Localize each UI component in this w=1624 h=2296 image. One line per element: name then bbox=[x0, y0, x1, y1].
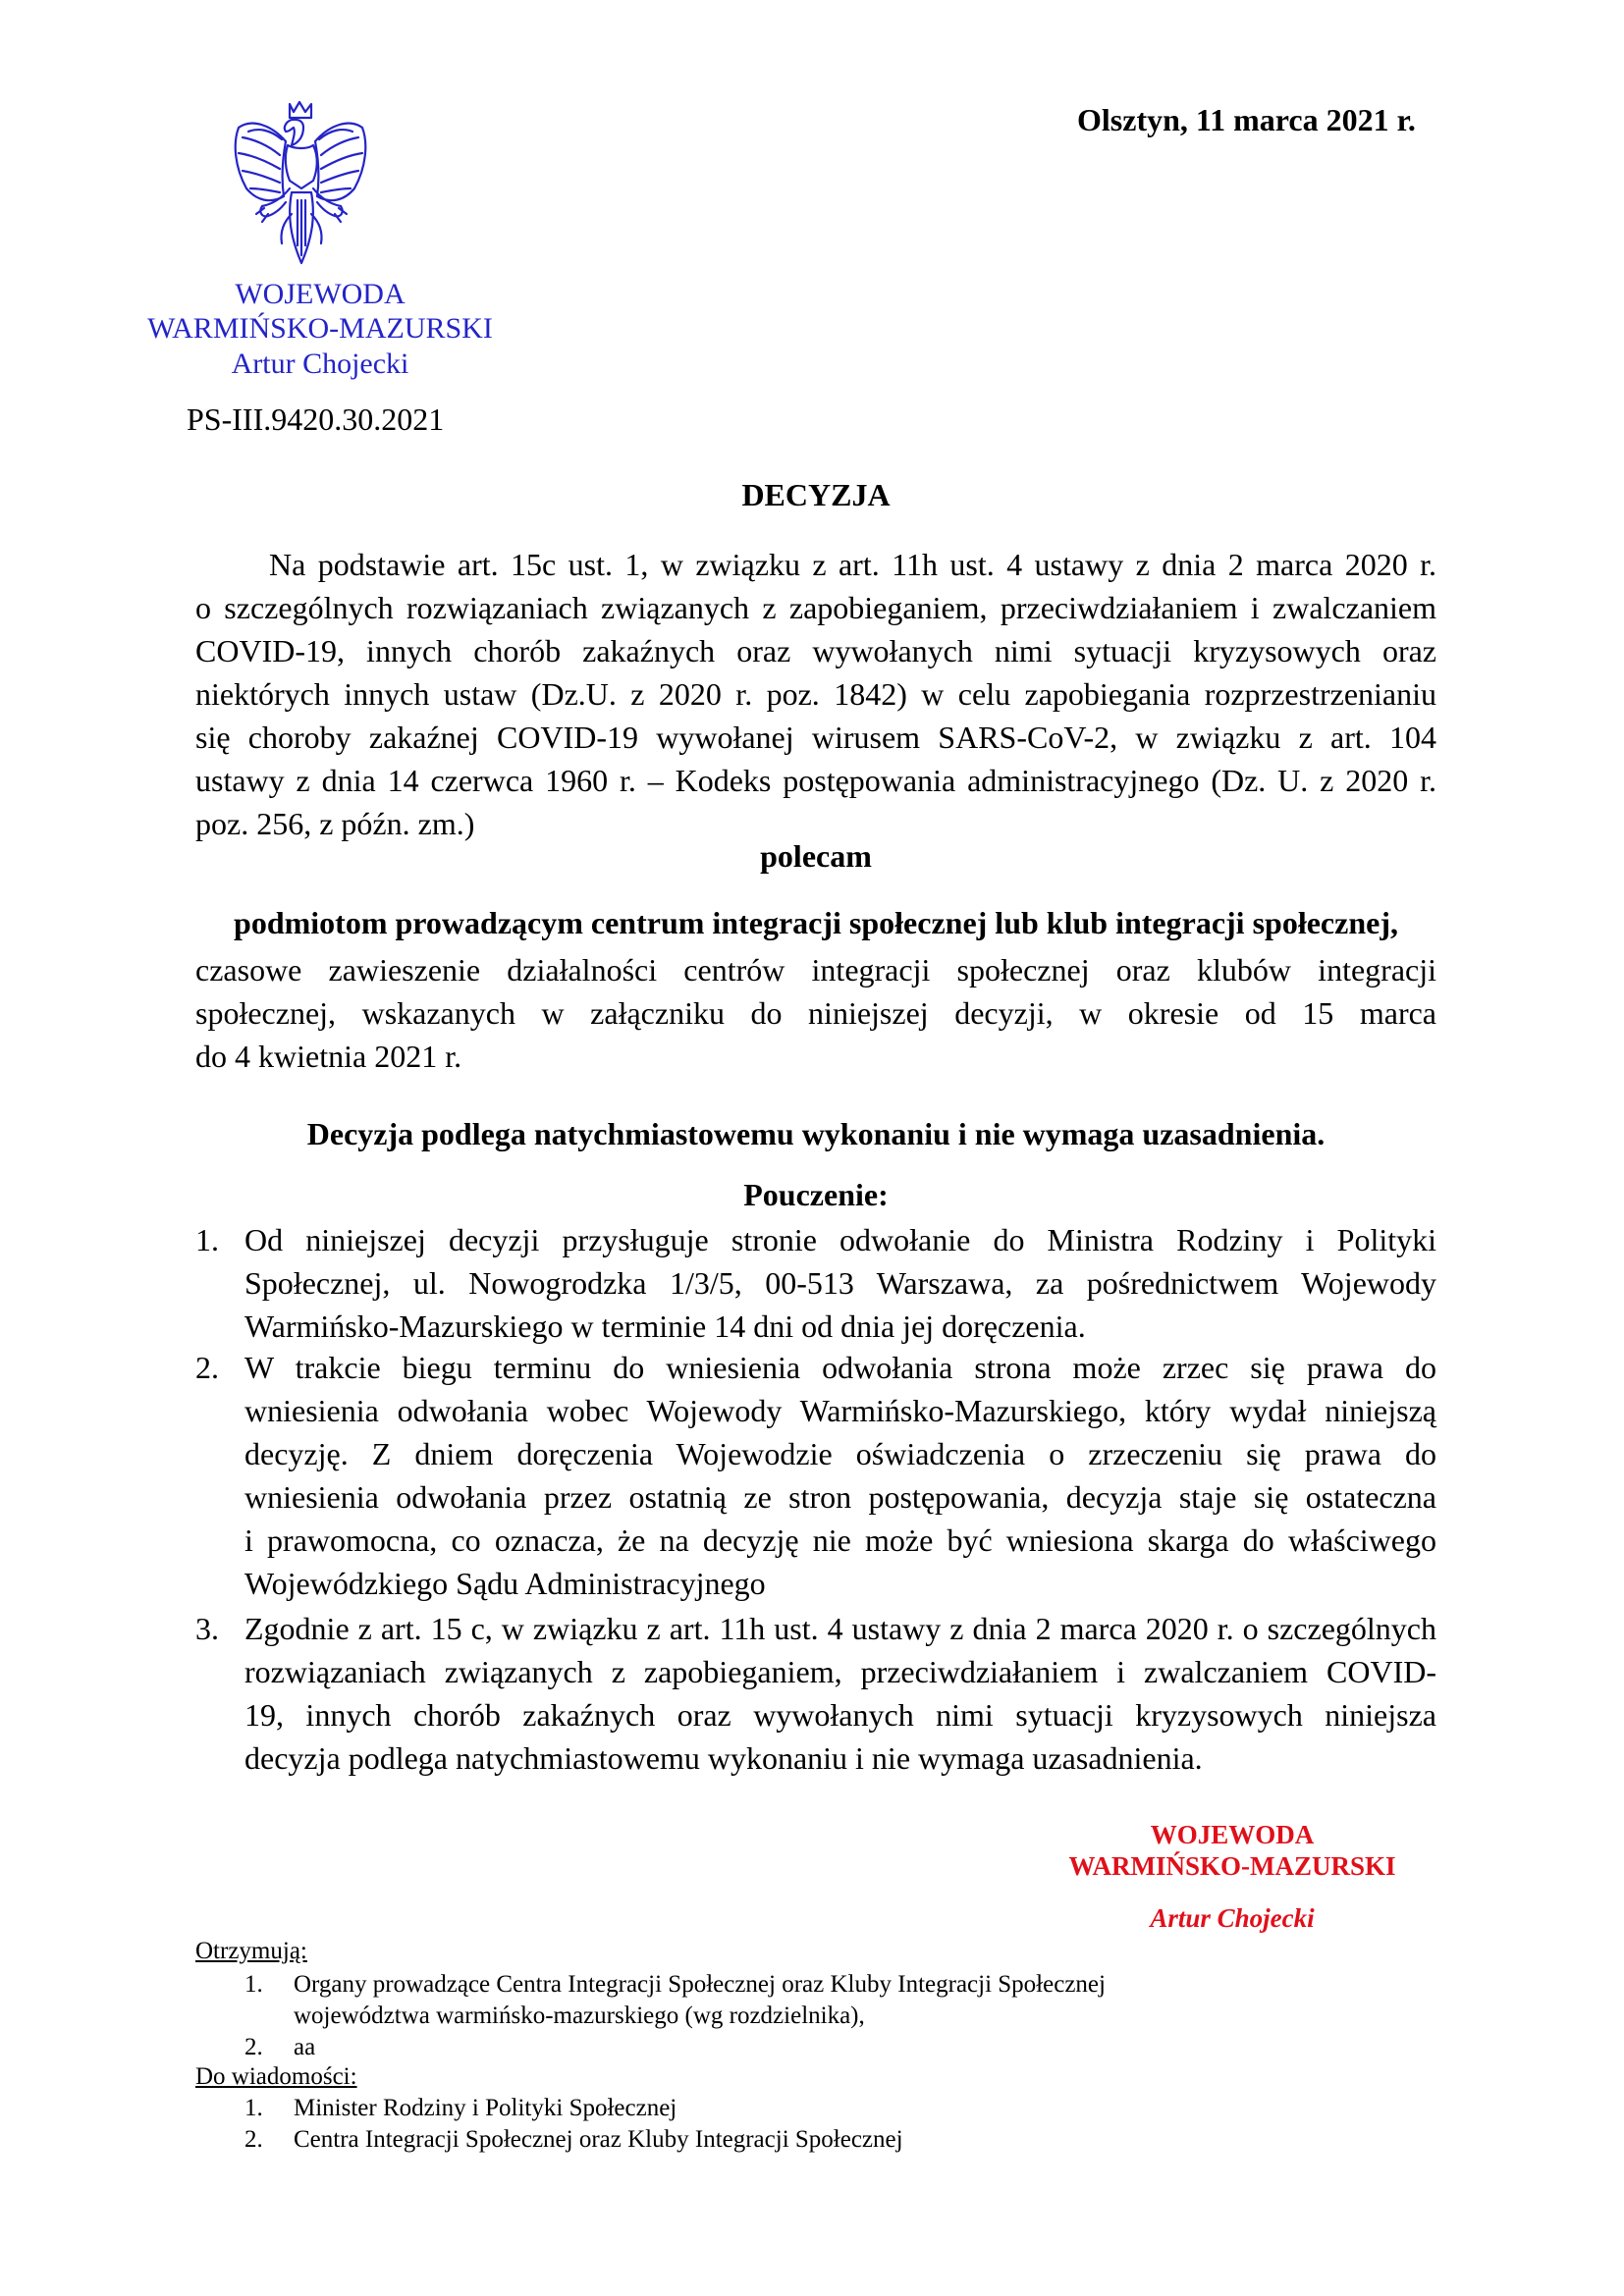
instruction-line: rozwiązaniach związanych z zapobieganiem, przeciwdziałaniem i zwalczaniem COVID- bbox=[244, 1654, 1436, 1689]
instruction-line: Warmińsko-Mazurskiego w terminie 14 dni od dnia jej doręczenia. bbox=[244, 1308, 1086, 1344]
legal-basis-line: Na podstawie art. 15c ust. 1, w związku z art. 11h ust. 4 ustawy z dnia 2 marca 2020 r. bbox=[269, 547, 1436, 582]
legal-basis-paragraph bbox=[195, 543, 1436, 845]
recipient-line: Organy prowadzące Centra Integracji Społecznej oraz Kluby Integracji Społecznej bbox=[294, 1971, 1106, 1998]
instruction-item-number: 1. bbox=[195, 1222, 219, 1257]
office-title-line1: WOJEWODA bbox=[235, 278, 406, 310]
info-recipient-number: 2. bbox=[244, 2126, 263, 2153]
info-recipient: Minister Rodziny i Polityki Społecznej bbox=[294, 2095, 677, 2121]
legal-basis-line: niektórych innych ustaw (Dz.U. z 2020 r. poz. 1842) w celu zapobiegania rozprzestrzenianiu bbox=[195, 676, 1436, 712]
for-information-heading: Do wiadomości: bbox=[195, 2063, 357, 2090]
instruction-line: Wojewódzkiego Sądu Administracyjnego bbox=[244, 1566, 766, 1601]
instruction-item-2 bbox=[244, 1346, 1436, 1605]
signature-office-line1: WOJEWODA bbox=[1150, 1820, 1315, 1849]
recipient-number: 1. bbox=[244, 1971, 263, 1998]
legal-basis-line: o szczególnych rozwiązaniach związanych z zapobieganiem, przeciwdziałaniem i zwalczaniem bbox=[195, 590, 1436, 625]
legal-basis-line: się choroby zakaźnej COVID-19 wywołanej wirusem SARS-CoV-2, w związku z art. 104 bbox=[195, 720, 1436, 755]
instruction-line: 19, innych chorób zakaźnych oraz wywołanych nimi sytuacji kryzysowych niniejsza bbox=[244, 1697, 1436, 1733]
info-recipient: Centra Integracji Społecznej oraz Kluby Integracji Społecznej bbox=[294, 2126, 903, 2153]
instruction-line: Zgodnie z art. 15 c, w związku z art. 11h ust. 4 ustawy z dnia 2 marca 2020 r. o szczególnych bbox=[244, 1611, 1436, 1646]
recipient-number: 2. bbox=[244, 2034, 263, 2060]
legal-basis-line: poz. 256, z późn. zm.) bbox=[195, 806, 475, 841]
addressees: podmiotom prowadzącym centrum integracji społecznej lub klub integracji społecznej, bbox=[234, 905, 1398, 940]
order-text-line: do 4 kwietnia 2021 r. bbox=[195, 1039, 462, 1074]
immediate-execution-note: Decyzja podlega natychmiastowemu wykonaniu i nie wymaga uzasadnienia. bbox=[306, 1116, 1326, 1151]
document-title: DECYZJA bbox=[741, 477, 891, 512]
instruction-line: i prawomocna, co oznacza, że na decyzję nie może być wniesiona skarga do właściwego bbox=[244, 1522, 1436, 1558]
instruction-item-3 bbox=[244, 1607, 1436, 1780]
recipient-line: aa bbox=[294, 2034, 316, 2060]
instruction-line: decyzję. Z dniem doręczenia Wojewodzie oświadczenia o zrzeczeniu się prawa do bbox=[244, 1436, 1436, 1471]
info-recipient-number: 1. bbox=[244, 2095, 263, 2121]
instruction-line: Od niniejszej decyzji przysługuje stronie odwołanie do Ministra Rodziny i Polityki bbox=[244, 1222, 1436, 1257]
instruction-item-number: 2. bbox=[195, 1350, 219, 1385]
instruction-line: wniesienia odwołania przez ostatnią ze stron postępowania, decyzja staje się ostateczna bbox=[244, 1479, 1436, 1515]
legal-basis-line: COVID-19, innych chorób zakaźnych oraz wywołanych nimi sytuacji kryzysowych oraz bbox=[195, 633, 1436, 668]
instruction-line: wniesienia odwołania wobec Wojewody Warmińsko-Mazurskiego, który wydał niniejszą bbox=[244, 1393, 1436, 1428]
office-title-line2: WARMIŃSKO-MAZURSKI bbox=[147, 312, 493, 345]
instruction-item-number: 3. bbox=[195, 1611, 219, 1646]
case-number: PS-III.9420.30.2021 bbox=[187, 401, 445, 437]
instruction-item-1 bbox=[244, 1218, 1436, 1348]
recipient-line: województwa warmińsko-mazurskiego (wg rozdzielnika), bbox=[294, 2002, 865, 2029]
instruction-line: Społecznej, ul. Nowogrodzka 1/3/5, 00-513 Warszawa, za pośrednictwem Wojewody bbox=[244, 1265, 1436, 1301]
instruction-heading: Pouczenie: bbox=[743, 1177, 889, 1212]
polish-eagle-emblem-icon bbox=[229, 98, 374, 267]
order-text-line: społecznej, wskazanych w załączniku do niniejszej decyzji, w okresie od 15 marca bbox=[195, 995, 1436, 1031]
recipients-heading: Otrzymują: bbox=[195, 1938, 307, 1964]
legal-basis-line: ustawy z dnia 14 czerwca 1960 r. – Kodeks postępowania administracyjnego (Dz. U. z 2020 r. bbox=[195, 763, 1436, 798]
order-word: polecam bbox=[760, 838, 872, 874]
instruction-line: W trakcie biegu terminu do wniesienia odwołania strona może zrzec się prawa do bbox=[244, 1350, 1436, 1385]
order-text-paragraph bbox=[195, 948, 1436, 1078]
order-text-line: czasowe zawieszenie działalności centrów integracji społecznej oraz klubów integracji bbox=[195, 952, 1436, 988]
instruction-line: decyzja podlega natychmiastowemu wykonaniu i nie wymaga uzasadnienia. bbox=[244, 1740, 1203, 1776]
official-name: Artur Chojecki bbox=[231, 347, 409, 380]
date-place: Olsztyn, 11 marca 2021 r. bbox=[1077, 102, 1416, 137]
signature-name: Artur Chojecki bbox=[1150, 1903, 1315, 1933]
signature-office-line2: WARMIŃSKO-MAZURSKI bbox=[1068, 1851, 1396, 1881]
